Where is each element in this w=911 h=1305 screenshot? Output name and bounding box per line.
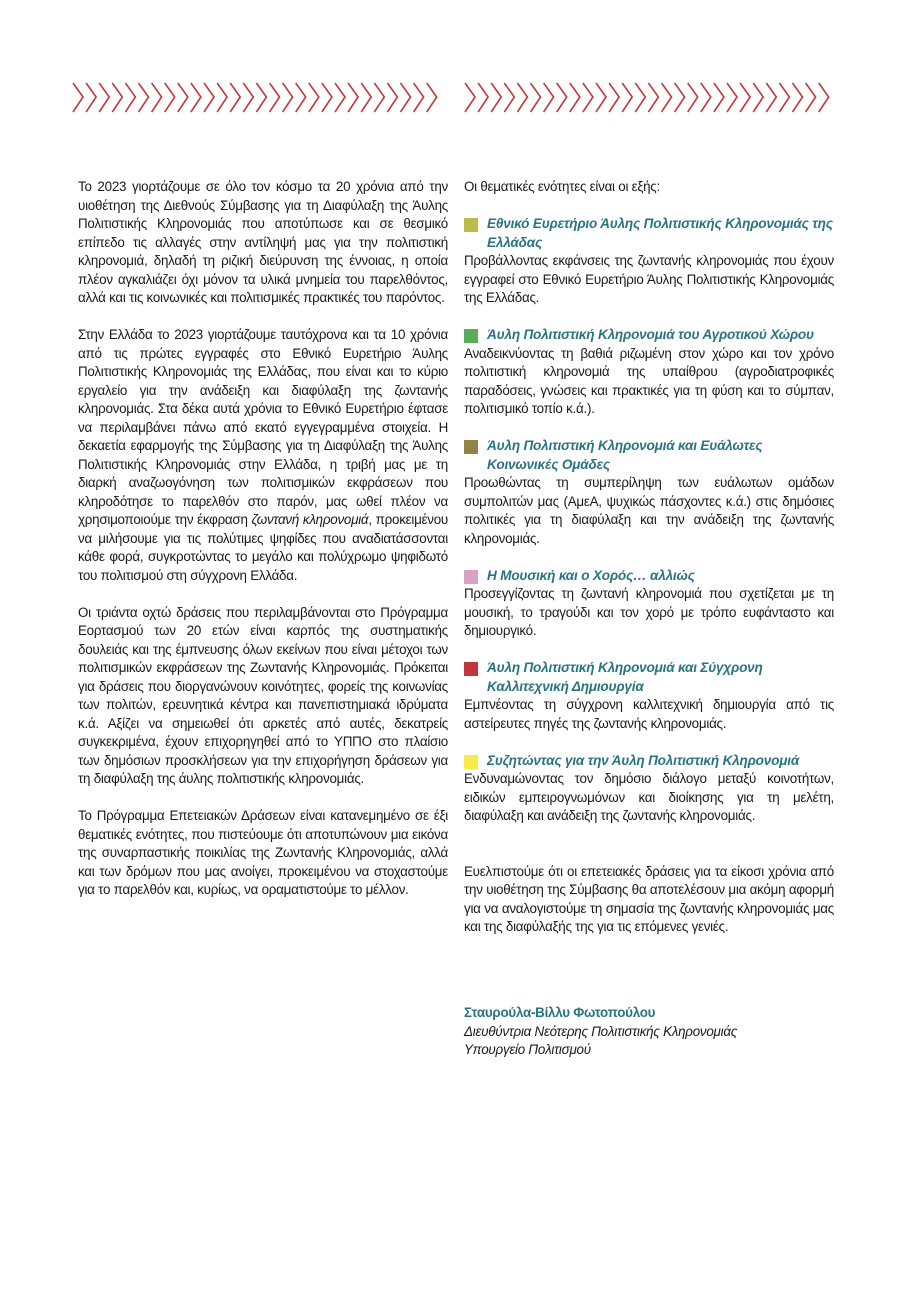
chevron-icon [662, 83, 672, 112]
chevron-icon [139, 83, 149, 112]
theme-title: Άυλη Πολιτιστική Κληρονομιά και Ευάλωτες Κοινωνικές Ομάδες [487, 438, 763, 472]
chevron-icon [570, 83, 580, 112]
chevron-icon [491, 83, 501, 112]
chevron-icon [178, 83, 188, 112]
theme-title: Εθνικό Ευρετήριο Άυλης Πολιτιστικής Κληρονομιάς της Ελλάδας [487, 216, 833, 250]
chevron-icon [779, 83, 789, 112]
chevron-icon [125, 83, 135, 112]
signature-block [464, 1004, 834, 1060]
signatory-organization: Υπουργείο Πολιτισμού [464, 1042, 591, 1057]
left-column [78, 178, 448, 918]
paragraph-text: Στην Ελλάδα το 2023 γιορτάζουμε ταυτόχρονα και τα 10 χρόνια από τις πρώτες εγγραφές στο Εθνικό Ευρετήριο Άυλης Πολιτιστικής Κληρονομιάς της Ελλάδας, που είναι και το κύριο εργαλείο για την ανάδειξη και διαφύλαξη της ζωντανής κληρονομιάς. Στα δέκα αυτά χρόνια το Εθνικό Ευρετήριο έφτασε να περιλαμβάνει πάνω από εκατό εγγεγραμμένα στοιχεία. Η δεκαετία εφαρμογής της Σύμβασης για τη Διαφύλαξη της Άυλης Πολιτιστικής Κληρονομιάς στην Ελλάδα, η τριβή μας με τη διαρκή αναζωογόνηση των πολιτισμικών εκφράσεων που κληροδότησε το παρελθόν στο παρόν, μας ωθεί πλέον να χρησιμοποιούμε την έκφραση [78, 327, 448, 527]
theme-description: Εμπνέοντας τη σύγχρονη καλλιτεχνική δημιουργία από τις αστείρευτες πηγές της ζωντανής κληρονομιάς. [464, 697, 834, 731]
chevron-icon [230, 83, 240, 112]
chevron-icon [165, 83, 175, 112]
chevron-icon [86, 83, 96, 112]
chevron-icon [622, 83, 632, 112]
chevron-icon [635, 83, 645, 112]
chevron-icon [806, 83, 816, 112]
chevron-icon [596, 83, 606, 112]
chevron-icon [270, 83, 280, 112]
themes-list [464, 215, 834, 826]
signatory-role: Διευθύντρια Νεότερης Πολιτιστικής Κληρονομιάς [464, 1023, 738, 1039]
chevron-icon [753, 83, 763, 112]
theme-description: Προβάλλοντας εκφάνσεις της ζωντανής κληρονομιάς που έχουν εγγραφεί στο Εθνικό Ευρετήριο Άυλης Πολιτιστικής Κληρονομιάς της Ελλάδας. [464, 253, 834, 305]
chevron-icon [348, 83, 358, 112]
chevron-icon [283, 83, 293, 112]
theme-title: Συζητώντας για την Άυλη Πολιτιστική Κληρονομιά [487, 752, 800, 768]
chevron-icon [688, 83, 698, 112]
theme-description: Αναδεικνύοντας τη βαθιά ριζωμένη στον χώρο και τον χρόνο πολιτιστική κληρονομιά της υπαίθρου (αγροδιατροφικές παραδόσεις, γνώσεις και πρακτικές για τη φύση και το σύμπαν, πολιτισμικό τοπίο κ.ά.). [464, 345, 834, 416]
chevron-icon [609, 83, 619, 112]
chevron-icon [727, 83, 737, 112]
chevron-icon [583, 83, 593, 112]
color-square-icon [464, 218, 478, 232]
chevron-icon [544, 83, 554, 112]
chevron-icon [427, 83, 437, 112]
paragraph-text: , προκειμένου να μιλήσουμε για τις πολύτιμες ψηφίδες που αναδιατάσσονται κάθε φορά, συγκροτώντας το μεγάλο και πολύχρωμο ψηφιδωτό του πολιτισμού στη σύγχρονη Ελλάδα. [78, 512, 448, 583]
chevron-icon [675, 83, 685, 112]
chevron-icon [740, 83, 750, 112]
theme-description: Προωθώντας τη συμπερίληψη των ευάλωτων ομάδων συμπολιτών μας (ΑμεΑ, ψυχικώς πάσχοντες κ.ά.) στις δημόσιες πολιτικές για τη διαφύλαξη και την ανάδειξη της ζωντανής κληρονομιάς. [464, 475, 834, 546]
chevron-icon [243, 83, 253, 112]
theme-description: Προσεγγίζοντας τη ζωντανή κληρονομιά που σχετίζεται με τη μουσική, το τραγούδι και τον χορό με τρόπο ευφάνταστο και δημιουργικό. [464, 586, 834, 638]
theme-item [464, 215, 834, 308]
chevron-icon [701, 83, 711, 112]
chevron-icon [374, 83, 384, 112]
chevron-icon [73, 83, 83, 112]
chevron-icon [766, 83, 776, 112]
signatory-name: Σταυρούλα-Βίλλυ Φωτοπούλου [464, 1005, 656, 1020]
chevron-icon [504, 83, 514, 112]
chevron-icon [557, 83, 567, 112]
chevron-icon [296, 83, 306, 112]
chevron-icon [322, 83, 332, 112]
theme-heading [464, 326, 834, 345]
greece-paragraph [78, 326, 448, 585]
intro-paragraph: Το 2023 γιορτάζουμε σε όλο τον κόσμο τα 20 χρόνια από την υιοθέτηση της Διεθνούς Σύμβασης για τη Διαφύλαξη της Άυλης Πολιτιστικής Κληρονομιάς που αποτύπωσε και σε θεσμικό επίπεδο τις αλλαγές στην αντίληψή μας για την πολιτιστική κληρονομιά, δηλαδή τη ριζική διεύρυνση της έννοιας, η οποία πλέον αγκαλιάζει όχι μόνον τα υλικά μνημεία του παρελθόντος, αλλά και τις κοινωνικές και πολιτισμικές πρακτικές του παρόντος. [78, 179, 448, 305]
chevron-icon [465, 83, 475, 112]
chevron-icon [478, 83, 488, 112]
chevron-icon [401, 83, 411, 112]
chevron-pattern-right [464, 82, 830, 114]
theme-item [464, 752, 834, 826]
theme-item [464, 437, 834, 548]
theme-item [464, 567, 834, 641]
emphasis-living-heritage: ζωντανή κληρονομιά [251, 512, 369, 527]
chevron-icon [714, 83, 724, 112]
color-square-icon [464, 570, 478, 584]
chevron-icon [191, 83, 201, 112]
theme-heading [464, 659, 834, 696]
chevron-icon [204, 83, 214, 112]
chevron-icon [387, 83, 397, 112]
chevron-icon [793, 83, 803, 112]
theme-heading [464, 752, 834, 771]
chevron-icon [152, 83, 162, 112]
theme-heading [464, 215, 834, 252]
program-paragraph: Το Πρόγραμμα Επετειακών Δράσεων είναι κατανεμημένο σε έξι θεματικές ενότητες, που πιστεύουμε ότι αποτυπώνουν μια εικόνα της συναρπαστικής ποικιλίας της Ζωντανής Κληρονομιάς, αλλά και των δρόμων που μας ανοίγει, προκειμένου να στοχαστούμε για το παρελθόν και, κυρίως, να οραματιστούμε το μέλλον. [78, 808, 448, 897]
chevron-icon [414, 83, 424, 112]
chevron-icon [819, 83, 829, 112]
chevron-icon [99, 83, 109, 112]
chevron-pattern-left [72, 82, 438, 114]
chevron-icon [648, 83, 658, 112]
theme-item [464, 326, 834, 419]
actions-paragraph: Οι τριάντα οχτώ δράσεις που περιλαμβάνονται στο Πρόγραμμα Εορτασμού των 20 ετών είναι καρπός της συστηματικής δουλειάς και της έμπνευσης όλων εκείνων που είναι μέτοχοι των πολιτισμικών εκφράσεων της Ζωντανής Κληρονομιάς. Πρόκειται για δράσεις που διοργανώνουν κοινότητες, φορείς της κοινωνίας των πολιτών, ερευνητικά κέντρα και πανεπιστημιακά ιδρύματα κ.ά. Αξίζει να σημειωθεί ότι αρκετές από αυτές, δεκατρείς συγκεκριμένα, έχουν επιχορηγηθεί από το ΥΠΠΟ στο πλαίσιο των δημόσιων προσκλήσεων για την επιχορήγηση δράσεων για τη διαφύλαξη της άυλης πολιτιστικής κληρονομιάς. [78, 604, 448, 786]
chevron-icon [309, 83, 319, 112]
chevron-icon [531, 83, 541, 112]
theme-heading [464, 567, 834, 586]
chevron-icon [112, 83, 122, 112]
chevron-icon [335, 83, 345, 112]
color-square-icon [464, 755, 478, 769]
closing-paragraph: Ευελπιστούμε ότι οι επετειακές δράσεις για τα είκοσι χρόνια από την υιοθέτηση της Σύμβασης θα αποτελέσουν μια ακόμη αφορμή για να αναλογιστούμε τη σημασία της ζωντανής κληρονομιάς μας και της διαφύλαξής της για τις επόμενες γενιές. [464, 863, 834, 934]
chevron-icon [256, 83, 266, 112]
theme-heading [464, 437, 834, 474]
color-square-icon [464, 440, 478, 454]
color-square-icon [464, 662, 478, 676]
themes-intro: Οι θεματικές ενότητες είναι οι εξής: [464, 179, 660, 194]
theme-title: Άυλη Πολιτιστική Κληρονομιά και Σύγχρονη Καλλιτεχνική Δημιουργία [487, 660, 763, 694]
theme-title: Άυλη Πολιτιστική Κληρονομιά του Αγροτικού Χώρου [487, 327, 814, 342]
theme-title: Η Μουσική και ο Χορός… αλλιώς [487, 567, 695, 583]
chevron-icon [517, 83, 527, 112]
right-column [464, 178, 834, 955]
theme-item [464, 659, 834, 733]
color-square-icon [464, 329, 478, 343]
theme-description: Ενδυναμώνοντας τον δημόσιο διάλογο μεταξύ κοινοτήτων, ειδικών εμπειρογνωμόνων και διοίκησης για τη μελέτη, διαφύλαξη και ανάδειξη της ζωντανής κληρονομιάς. [464, 771, 834, 823]
chevron-icon [361, 83, 371, 112]
chevron-icon [217, 83, 227, 112]
